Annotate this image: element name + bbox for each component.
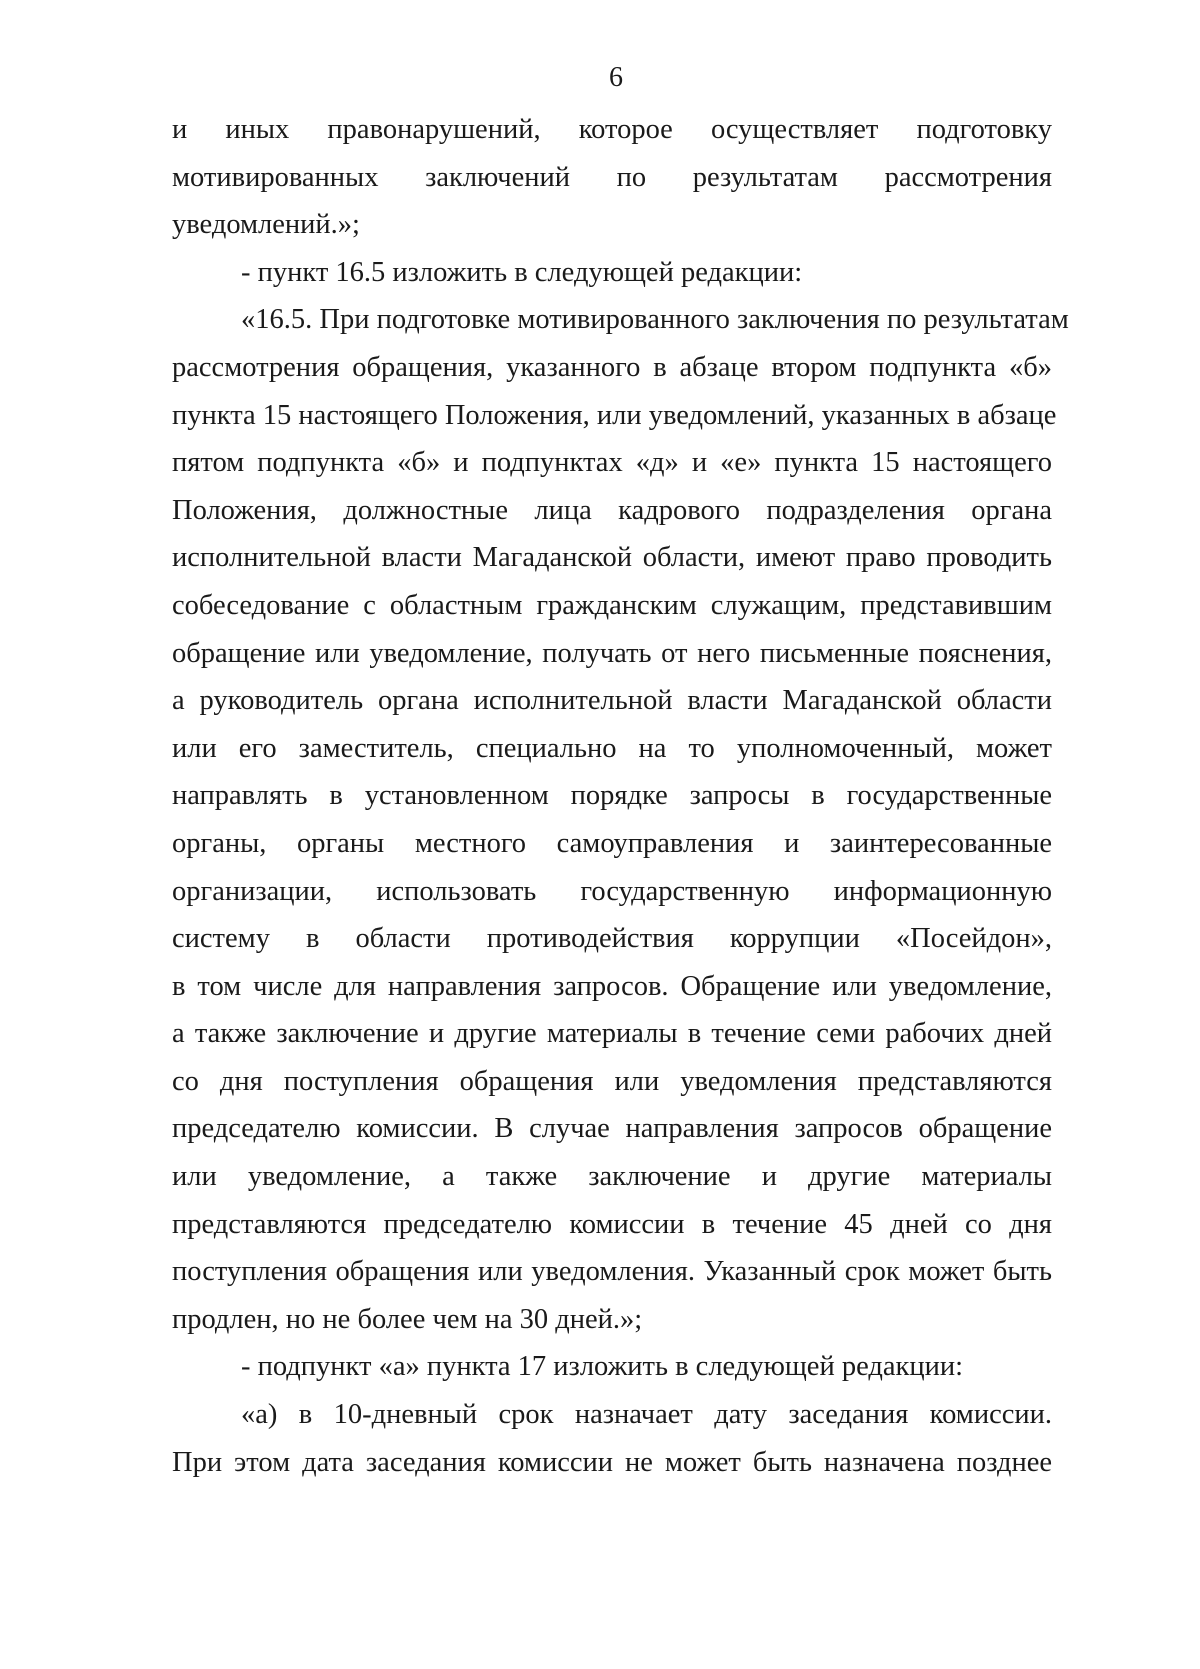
text-line: представляются председателю комиссии в течение 45 дней со дня <box>172 1208 1052 1240</box>
text-line: «а) в 10-дневный срок назначает дату заседания комиссии. <box>241 1399 1052 1431</box>
text-line: поступления обращения или уведомления. Указанный срок может быть <box>172 1256 1052 1288</box>
text-line: пятом подпункта «б» и подпунктах «д» и «е» пункта 15 настоящего <box>172 447 1052 479</box>
text-line: а руководитель органа исполнительной власти Магаданской области <box>172 685 1052 717</box>
text-line: и иных правонарушений, которое осуществляет подготовку <box>172 114 1052 145</box>
text-line: а также заключение и другие материалы в течение семи рабочих дней <box>172 1018 1052 1050</box>
text-line: в том числе для направления запросов. Обращение или уведомление, <box>172 970 1052 1002</box>
text-line: со дня поступления обращения или уведомления представляются <box>172 1065 1052 1097</box>
text-line: или уведомление, а также заключение и другие материалы <box>172 1161 1052 1193</box>
text-line: продлен, но не более чем на 30 дней.»; <box>172 1303 643 1335</box>
text-line: - пункт 16.5 изложить в следующей редакции: <box>241 256 803 288</box>
text-line: собеседование с областным гражданским служащим, представившим <box>172 589 1052 621</box>
text-line: - подпункт «а» пункта 17 изложить в следующей редакции: <box>241 1351 964 1383</box>
text-line: исполнительной власти Магаданской области, имеют право проводить <box>172 542 1052 574</box>
text-line: председателю комиссии. В случае направления запросов обращение <box>172 1113 1052 1145</box>
text-line: организации, использовать государственную информационную <box>172 875 1052 907</box>
text-line: систему в области противодействия коррупции «Посейдон», <box>172 923 1052 955</box>
text-line: или его заместитель, специально на то уполномоченный, может <box>172 732 1052 764</box>
text-line: органы, органы местного самоуправления и заинтересованные <box>172 827 1052 859</box>
page-number: 6 <box>609 62 623 93</box>
text-line: уведомлений.»; <box>172 209 360 241</box>
text-line: пункта 15 настоящего Положения, или уведомлений, указанных в абзаце <box>172 399 1057 431</box>
text-line: направлять в установленном порядке запросы в государственные <box>172 780 1052 812</box>
text-line: обращение или уведомление, получать от него письменные пояснения, <box>172 637 1052 669</box>
text-line: рассмотрения обращения, указанного в абзаце втором подпункта «б» <box>172 351 1052 383</box>
text-line: Положения, должностные лица кадрового подразделения органа <box>172 494 1052 526</box>
text-line: «16.5. При подготовке мотивированного заключения по результатам <box>241 304 1069 336</box>
text-line: При этом дата заседания комиссии не может быть назначена позднее <box>172 1446 1052 1478</box>
document-body <box>172 106 1069 1486</box>
text-line: мотивированных заключений по результатам рассмотрения <box>172 161 1052 193</box>
